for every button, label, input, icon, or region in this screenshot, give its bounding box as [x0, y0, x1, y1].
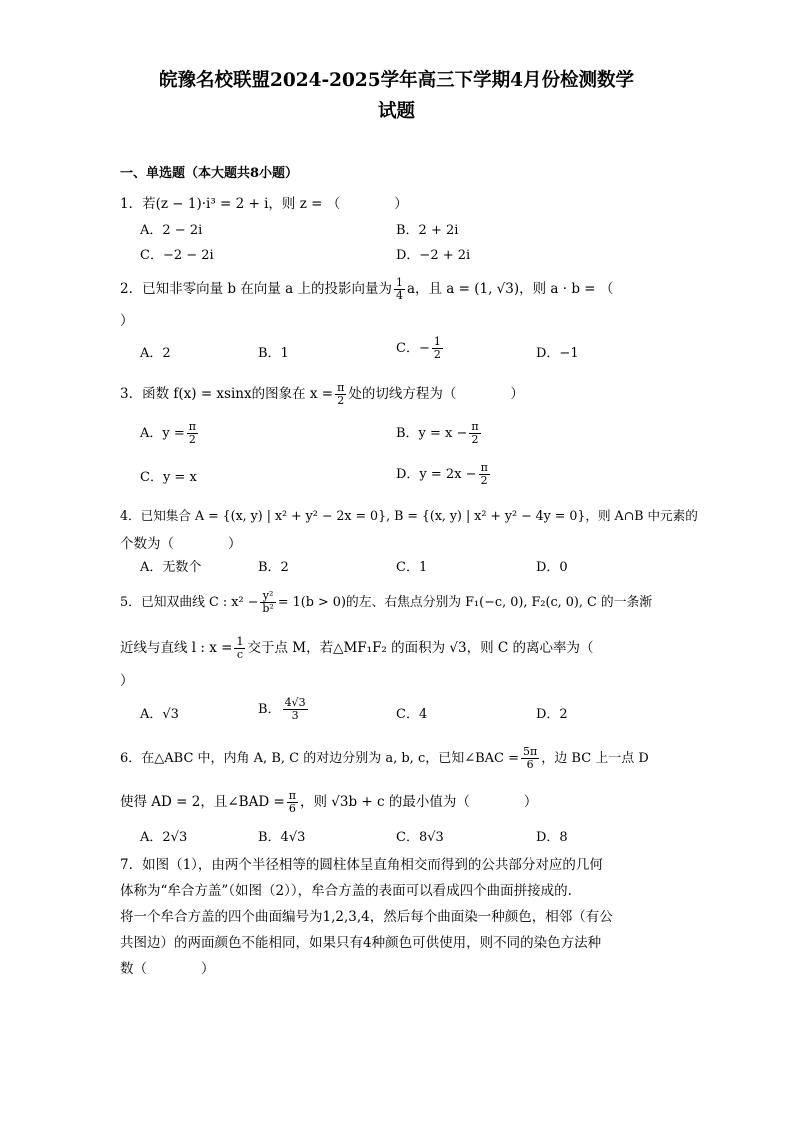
- question-5-fraction-denominator: b²: [262, 602, 274, 615]
- question-7-line-4: 共图边）的两面颜色不能相同，如果只有4种颜色可供使用，则不同的染色方法种: [120, 935, 602, 951]
- question-4-option-d: D．0: [536, 560, 568, 575]
- question-6-stem-line-1: [120, 746, 649, 772]
- question-6-stem-line-2: [120, 789, 537, 815]
- question-4-stem-line-1: 4．已知集合 A = {(x, y) | x² + y² − 2x = 0}, B = {(x, y) | x² + y² − 4y = 0}，则 A∩B 中元素的: [120, 508, 698, 523]
- question-1-stem: 1．若(z − 1)·i³ = 2 + i，则 z = （ ）: [120, 196, 408, 212]
- question-7-line-5: 数（ ）: [120, 961, 215, 977]
- question-2-option-b: B．1: [258, 346, 289, 361]
- question-2-option-a: A．2: [140, 346, 171, 361]
- question-5-option-a: A．√3: [140, 707, 179, 722]
- question-4-option-a: A．无数个: [140, 560, 202, 575]
- question-5-fraction-numerator: y²: [260, 590, 275, 603]
- question-5-option-b-prefix: B．: [258, 702, 281, 717]
- question-4-option-b: B．2: [258, 560, 289, 575]
- question-6-stem-line-1-part-a: 6．在△ABC 中，内角 A, B, C 的对边分别为 a, b, c，已知∠BAC =: [120, 751, 520, 766]
- question-3-option-b-numerator: π: [471, 420, 479, 433]
- question-3-option-b-prefix: B．y = x −: [396, 426, 468, 441]
- question-3-fraction-numerator: π: [337, 381, 345, 394]
- question-6-stem-line-2-part-b: ，则 √3b + c 的最小值为（ ）: [300, 794, 538, 810]
- question-3-option-b-fraction: [469, 421, 480, 446]
- question-7-line-3: 将一个牟合方盖的四个曲面编号为1,2,3,4，然后每个曲面染一种颜色，相邻（有公: [120, 909, 613, 925]
- question-3-stem-part-a: 3．函数 f(x) = xsinx的图象在 x =: [120, 386, 334, 402]
- question-3-option-d: [396, 462, 492, 487]
- question-2-stem-close: ）: [120, 313, 134, 329]
- question-7-line-2: 体称为“牟合方盖”（如图（2）），牟合方盖的表面可以看成四个曲面拼接成的.: [120, 883, 572, 899]
- question-3-option-a-fraction: [187, 421, 198, 446]
- question-1-option-b: B．2 + 2i: [396, 223, 459, 238]
- question-2-fraction: [394, 277, 405, 302]
- question-6-stem-line-1-part-b: ，边 BC 上一点 D: [541, 751, 649, 766]
- question-5-fraction-2: [234, 636, 245, 661]
- question-5-fraction-2-numerator: 1: [236, 635, 244, 648]
- question-2-option-c-numerator: 1: [433, 335, 441, 348]
- question-5-stem-line-1-part-a: 5．已知双曲线 C : x² −: [120, 595, 259, 610]
- question-2-option-c: [396, 336, 445, 361]
- question-3-option-b-denominator: 2: [471, 433, 479, 446]
- question-3-option-a-prefix: A．y =: [140, 426, 185, 441]
- question-1-option-d: D．−2 + 2i: [396, 248, 471, 263]
- question-5-stem-line-1-part-b: = 1(b > 0)的左、右焦点分别为 F₁(−c, 0), F₂(c, 0), C 的一条渐: [277, 595, 653, 610]
- question-5-stem-close: ）: [120, 673, 134, 689]
- document-title-line-1: 皖豫名校联盟2024-2025学年高三下学期4月份检测数学: [158, 70, 635, 91]
- question-5-stem-line-2-part-a: 近线与直线 l : x =: [120, 640, 233, 656]
- question-6-option-c: C．8√3: [396, 830, 444, 845]
- question-3-fraction-denominator: 2: [337, 394, 345, 407]
- question-2-fraction-denominator: 4: [395, 289, 403, 302]
- section-heading: 一、单选题（本大题共8小题）: [120, 166, 299, 181]
- question-5-option-d: D．2: [536, 707, 568, 722]
- question-2-stem: [120, 276, 613, 302]
- question-3-option-b: [396, 421, 483, 446]
- question-6-option-d: D．8: [536, 830, 568, 845]
- question-1-option-c: C．−2 − 2i: [140, 248, 214, 263]
- question-7-line-1: 7．如图（1），由两个半径相等的圆柱体呈直角相交而得到的公共部分对应的几何: [120, 857, 603, 873]
- question-6-fraction-numerator: 5π: [523, 745, 538, 758]
- question-2-fraction-numerator: 1: [395, 276, 403, 289]
- question-5-option-b-fraction: [283, 697, 308, 722]
- question-3-option-d-denominator: 2: [480, 474, 488, 487]
- question-3-option-d-fraction: [479, 462, 490, 487]
- question-4-stem-line-2: 个数为（ ）: [120, 536, 242, 552]
- question-4-option-c: C．1: [396, 560, 428, 575]
- question-5-stem-line-2: [120, 635, 594, 661]
- question-2-option-c-prefix: C．−: [396, 341, 430, 356]
- question-3-option-a: [140, 421, 200, 446]
- question-5-stem-line-1: [120, 590, 652, 616]
- question-5-option-b-denominator: 3: [291, 709, 299, 722]
- question-1-option-a: A．2 − 2i: [140, 223, 203, 238]
- question-6-fraction-2-denominator: 6: [288, 802, 296, 815]
- question-3-stem: [120, 381, 524, 407]
- question-3-option-a-denominator: 2: [188, 433, 196, 446]
- question-3-option-a-numerator: π: [188, 420, 196, 433]
- question-3-stem-part-b: 处的切线方程为（ ）: [348, 386, 524, 402]
- question-6-stem-line-2-part-a: 使得 AD = 2，且∠BAD =: [120, 794, 285, 810]
- question-3-fraction: [335, 382, 346, 407]
- question-6-fraction: [521, 746, 539, 771]
- question-6-fraction-2: [287, 790, 298, 815]
- question-3-option-d-prefix: D．y = 2x −: [396, 467, 477, 482]
- question-2-stem-part-a: 2．已知非零向量 b 在向量 a 上的投影向量为: [120, 281, 392, 297]
- question-5-fraction: [260, 590, 275, 615]
- question-2-stem-part-b: a，且 a = (1, √3)，则 a · b = （: [406, 281, 614, 297]
- question-3-option-c: C．y = x: [140, 470, 197, 485]
- question-6-fraction-denominator: 6: [526, 758, 534, 771]
- question-3-option-d-numerator: π: [480, 461, 488, 474]
- document-title-line-2: 试题: [377, 101, 415, 122]
- question-5-option-b: [258, 697, 310, 722]
- question-5-stem-line-2-part-b: 交于点 M，若△MF₁F₂ 的面积为 √3，则 C 的离心率为（: [247, 640, 594, 656]
- question-2-option-c-fraction: [432, 336, 443, 361]
- question-2-option-d: D．−1: [536, 346, 579, 361]
- question-5-option-c: C．4: [396, 707, 428, 722]
- question-5-option-b-numerator: 4√3: [284, 696, 306, 709]
- question-6-fraction-2-numerator: π: [288, 789, 296, 802]
- question-6-option-a: A．2√3: [140, 830, 188, 845]
- question-5-fraction-2-denominator: c: [236, 648, 244, 661]
- question-2-option-c-denominator: 2: [433, 348, 441, 361]
- question-6-option-b: B．4√3: [258, 830, 306, 845]
